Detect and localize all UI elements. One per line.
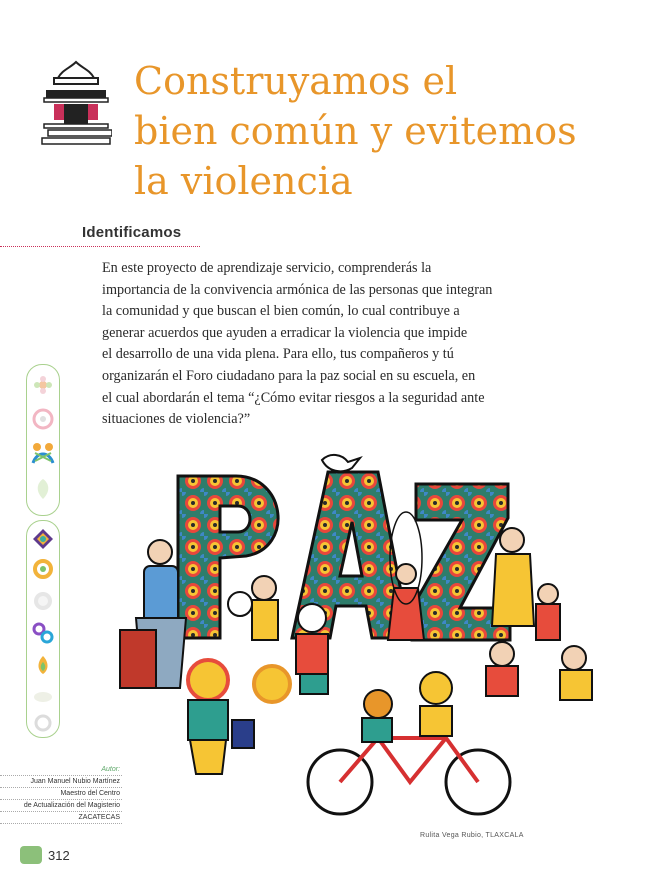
- author-line: ZACATECAS: [0, 812, 122, 824]
- flower-icon: [31, 373, 55, 397]
- title-line: bien común y evitemos: [134, 109, 577, 153]
- page-title: [134, 56, 654, 206]
- author-label: Autor:: [0, 764, 122, 776]
- body-line: En este proyecto de aprendizaje servicio, comprenderás la: [102, 260, 432, 276]
- page-number: 312: [48, 848, 70, 863]
- author-line: de Actualización del Magisterio: [0, 800, 122, 812]
- body-line: el desarrollo de una vida plena. Para ello, tus compañeros y tú: [102, 346, 454, 363]
- ring-icon: [31, 711, 55, 735]
- author-line: Maestro del Centro: [0, 788, 122, 800]
- body-line: generar acuerdos que ayuden a erradicar la violencia que impide: [102, 324, 468, 341]
- title-line: la violencia: [134, 159, 353, 203]
- section-heading: [0, 224, 200, 247]
- body-line: situaciones de violencia?”: [102, 411, 251, 428]
- cube-icon: [31, 527, 55, 551]
- side-rail-bottom: [26, 520, 60, 738]
- author-line: Juan Manuel Nubio Martínez: [0, 776, 122, 788]
- body-line: la comunidad y que buscan el bien común, lo cual contribuye a: [102, 303, 460, 320]
- bird-shape: [322, 455, 360, 471]
- temple-logo-icon: [40, 58, 112, 148]
- gear-icon: [31, 621, 55, 645]
- book-icon: [20, 846, 42, 864]
- pattern-icon: [31, 407, 55, 431]
- paz-illustration: [116, 448, 636, 832]
- lotus-icon: [31, 653, 55, 677]
- side-rail-top: [26, 364, 60, 516]
- body-paragraph: [102, 258, 522, 431]
- body-line: el cual abordarán el tema “¿Cómo evitar riesgos a la seguridad ante: [102, 389, 485, 406]
- leaf-icon: [31, 477, 55, 501]
- author-block: [0, 764, 122, 824]
- illustration-credit: Rulita Vega Rubio, TLAXCALA: [420, 832, 524, 839]
- cloud-icon: [31, 683, 55, 707]
- sun-icon: [31, 557, 55, 581]
- globe-icon: [31, 589, 55, 613]
- body-line: importancia de la convivencia armónica de las personas que integran: [102, 281, 493, 298]
- people-icon: [31, 441, 55, 465]
- body-line: organizarán el Foro ciudadano para la paz social en su escuela, en: [102, 367, 476, 384]
- title-line: Construyamos el: [134, 59, 458, 103]
- section-label: Identificamos: [82, 224, 182, 241]
